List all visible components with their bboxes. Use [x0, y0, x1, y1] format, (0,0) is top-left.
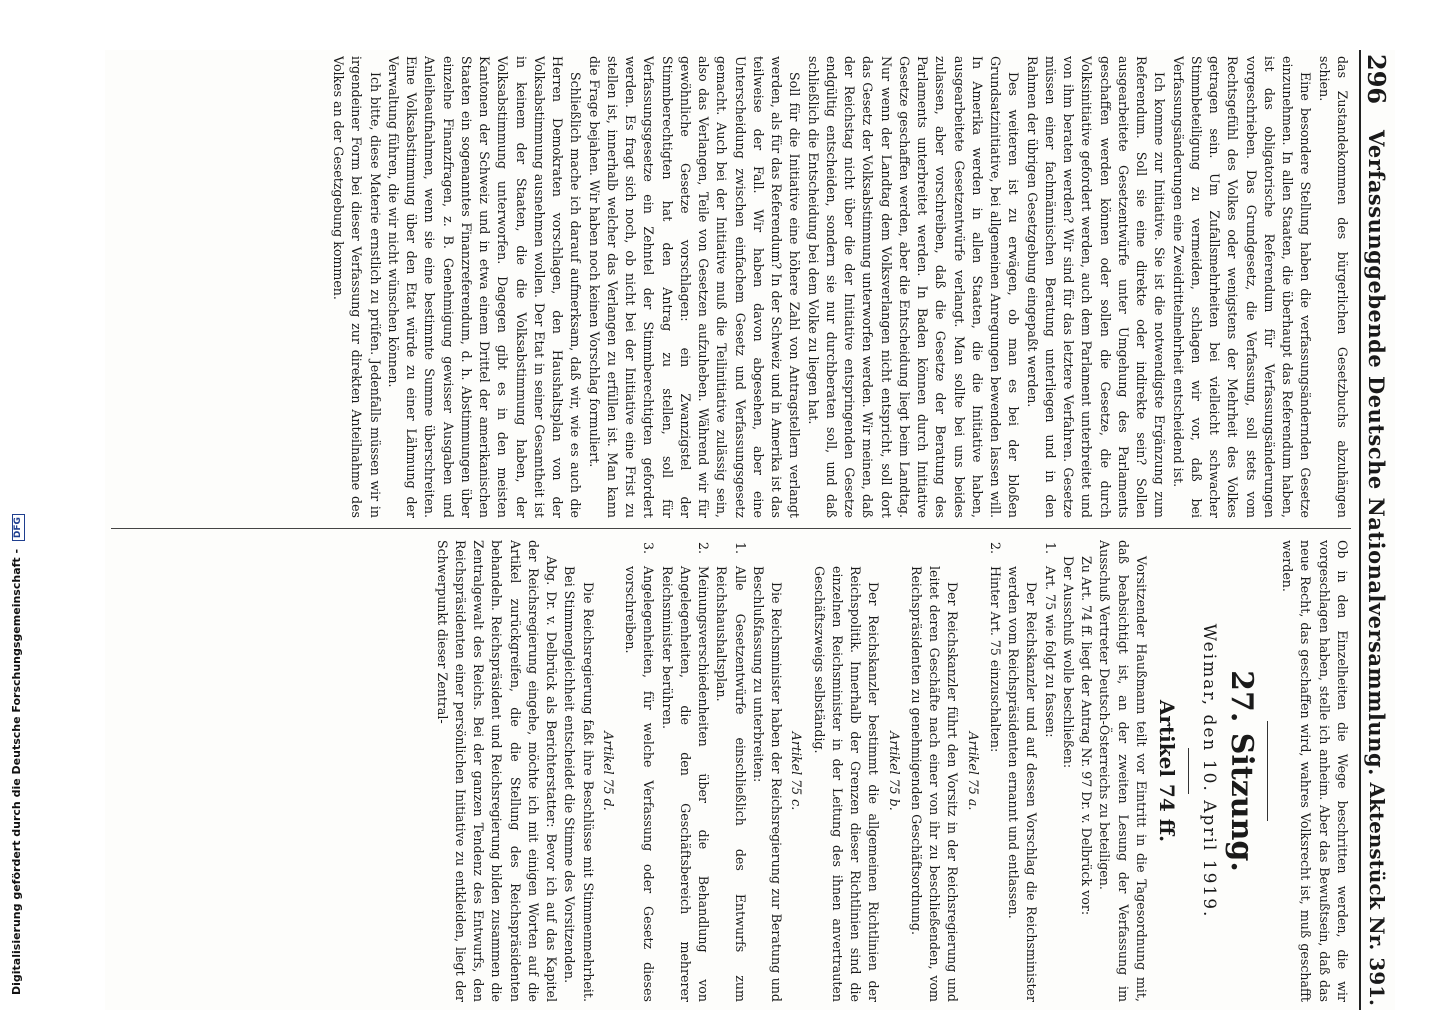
column-divider — [111, 528, 1351, 529]
paragraph: Ich bitte, diese Materie ernstlich zu prüfen. Jedenfalls müssen wir in irgendeiner Form bei dieser Verfassung zur direkten Anteilnahme des Volkes an der Gesetzgebung kommen. — [331, 56, 383, 518]
paragraph: Der Ausschuß wolle beschließen: — [1061, 556, 1076, 769]
page-header — [1359, 50, 1395, 1010]
paragraph: Ob in den Einzelheiten die Wege beschritten werden, die wir vorgeschlagen haben, stelle ich anheim. Aber das Bewußtsein, daß das neue Recht, das geschaffen wird, wahres Volksrecht ist, muß geschafft werden. — [1280, 540, 1350, 1002]
section-divider — [1267, 721, 1268, 821]
numbered-item: 1. Art. 75 wie folgt zu fassen: — [1042, 542, 1058, 738]
paragraph: Der Reichskanzler führt den Vorsitz in der Reichsregierung und leitet deren Geschäfte nach einer von ihr zu beschließenden, vom Reichspräsidenten zu genehmigenden Geschäftsordnung. — [909, 566, 961, 1002]
document-page — [105, 50, 1395, 1010]
paragraph: Der Reichskanzler bestimmt die allgemeinen Richtlinien der Reichspolitik. Innerhalb der Grenzen dieser Richtlinien sind die einzelnen Reichsminister in der Leitung des ihnen anvertrauten Geschäftszweigs selbständig. — [811, 566, 882, 1002]
paragraph: Des weiteren ist zu erwägen, ob man es bei der bloßen Grundsatzinitiative, bei allgemeinen Anregungen bewenden lassen will. In Amerika werden in allen Staaten, die die Initiative haben, ausgearbeitete Gesetzentwürfe verlangt. Man sollte bei uns beides zulassen, aber vorschreiben, daß die Gesetze der Beratung des Parlaments unterbreitet werden. In Baden können durch Initiative Gesetze geschaffen werden, aber die Entscheidung liegt beim Landtag. Nur wenn der Landtag dem Volksverlangen nicht entspricht, soll dort das Gesetz der Volksabstimmung unterworfen werden. Wir meinen, daß der Reichstag nicht über die der Initiative entspringenden Gesetze endgültig entscheiden, sondern sie nur durchberaten soll, und daß schließlich die Entscheidung bei dem Volke zu liegen hat. — [805, 56, 1022, 518]
paragraph: Vorsitzender Haußmann teilt vor Eintritt in die Tagesordnung mit, daß beabsichtigt ist, an der zweiten Lesung der Verfassung im Ausschuß Vertreter Deutsch-Österreichs zu beteiligen. — [1097, 540, 1149, 1002]
paragraph: Zu Art. 74 ff. liegt der Antrag Nr. 97 Dr. v. Delbrück vor: — [1079, 556, 1095, 916]
paragraph: Schließlich mache ich darauf aufmerksam, daß wir, wie es auch die Herren Demokraten vorschlagen, den Haushaltsplan von der Volksabstimmung ausnehmen wollen. Der Etat in seiner Gesamtheit ist in keinem der Staaten, die die Volksabstimmung haben, der Volksabstimmung unterworfen. Dagegen gibt es in den meisten Kantonen der Schweiz und in etwa einem Drittel der amerikanischen Staaten ein sogenanntes Finanzreferendum, d. h. Abstimmungen über einzelne Finanzfragen, z. B. Genehmigung gewisser Ausgaben und Anleiheaufnahmen, wenn sie eine bestimmte Summe überschreiten. Eine Volksabstimmung über den Etat würde zu einer Lähmung der Verwaltung führen, die wir nicht wünschen können. — [386, 56, 584, 518]
numbered-item: 2. Meinungsverschiedenheiten über die Behandlung von Angelegenheiten, die den Geschäftsbereich mehrerer Reichsminister berühren. — [659, 542, 712, 1002]
dfg-logo: DFG — [12, 514, 25, 541]
numbered-item: 3. Angelegenheiten, für welche Verfassung oder Gesetz dieses vorschreiben. — [623, 542, 657, 1002]
item-text: Meinungsverschiedenheiten über die Behandlung von Angelegenheiten, die den Geschäftsbereich mehrerer Reichsminister berühren. — [659, 566, 712, 1002]
article-subheading: Artikel 75 b. — [886, 731, 902, 811]
paragraph: Der Reichskanzler und auf dessen Vorschlag die Reichsminister werden vom Reichspräsidenten ernannt und entlassen. — [1006, 566, 1040, 1002]
numbered-item: 1. Alle Gesetzentwürfe einschließlich des Entwurfs zum Reichshaushaltsplan. — [714, 542, 748, 1002]
item-text: Alle Gesetzentwürfe einschließlich des Entwurfs zum Reichshaushaltsplan. — [714, 566, 748, 1002]
session-heading: 27. Sitzung. — [1224, 670, 1259, 872]
article-subheading: Artikel 75 a. — [965, 731, 981, 811]
item-text: Angelegenheiten, für welche Verfassung oder Gesetz dieses vorschreiben. — [623, 566, 657, 1002]
article-subheading: Artikel 75 c. — [789, 731, 805, 811]
right-column — [111, 540, 1351, 1002]
paragraph: das Zustandekommen des bürgerlichen Gesetzbuchs abzuhängen schien. — [1316, 56, 1350, 518]
document-number: Aktenstück Nr. 391. — [1365, 782, 1389, 1006]
paragraph: Die Reichsminister haben der Reichsregierung zur Beratung und Beschlußfassung zu unterbreiten: — [751, 566, 785, 1002]
section-divider — [1188, 748, 1189, 794]
article-heading: Artikel 74 ff. — [1155, 699, 1179, 843]
credit-text: Digitalisierung gefördert durch die Deutsche Forschungsgemeinschaft - — [10, 548, 23, 995]
digitization-credit — [10, 514, 25, 995]
paragraph: Eine besondere Stellung haben die verfassungsändernden Gesetze einzunehmen. In allen Staaten, die überhaupt das Referendum haben, ist das obligatorische Referendum für Verfassungsänderungen vorgeschrieben. Das Grundgesetz, die Verfassung, soll stets vom Rechtsgefühl des Volkes oder wenigstens der Mehrheit des Volkes getragen sein. Um Zufallsmehrheiten bei vielleicht schwacher Stimmbeteiligung zu vermeiden, schlagen wir vor, daß bei Verfassungsänderungen eine Zweidrittelmehrheit entscheidend ist. — [1170, 56, 1314, 518]
session-date: Weimar, den 10. April 1919. — [1199, 623, 1219, 919]
paragraph: Abg. Dr. v. Delbrück als Berichterstatter: Bevor ich auf das Kapitel der Reichsregierung eingehe, möchte ich mit einigen Worten auf die Artikel zurückgreifen, die die Stellung des Reichspräsidenten behandeln. Reichspräsident und Reichsregierung bilden zusammen die Zentralgewalt des Reichs. Bei der ganzen Tendenz des Entwurfs, den Reichspräsidenten einer persönlichen Initiative zu entkleiden, liegt der Schwerpunkt dieser Zentral- — [434, 540, 560, 1002]
item-text: Art. 75 wie folgt zu fassen: — [1042, 566, 1058, 738]
paragraph: Die Reichsregierung faßt ihre Beschlüsse mit Stimmenmehrheit. Bei Stimmengleichheit entscheidet die Stimme des Vorsitzenden. — [562, 566, 596, 1002]
paragraph: Soll für die Initiative eine höhere Zahl von Antragstellern verlangt werden, als für das Referendum? In der Schweiz und in Amerika ist das teilweise der Fall. Wir haben davon abgesehen, aber eine Unterscheidung zwischen einfachem Gesetz und Verfassungsgesetz gemacht. Auch bei der Initiative muß die Teilinitiative zulässig sein, also das Verlangen, Teile von Gesetzen aufzuheben. Während wir für gewöhnliche Gesetze vorschlagen: ein Zwanzigstel der Stimmberechtigten hat den Antrag zu stellen, soll für Verfassungsgesetze ein Zehntel der Stimmberechtigten gefordert werden. Es fragt sich noch, ob nicht bei der Initiative eine Frist zu stellen ist, innerhalb welcher das Verlangen zu erfüllen ist. Man kann die Frage bejahen. Wir haben noch keinen Vorschlag formuliert. — [586, 56, 803, 518]
page-number: 296 — [1362, 54, 1391, 105]
item-text: Hinter Art. 75 einzuschalten: — [988, 566, 1003, 753]
left-column — [111, 56, 1351, 518]
publication-title: Verfassunggebende Deutsche Nationalversammlung. — [1364, 130, 1389, 776]
paragraph: Ich komme zur Initiative. Sie ist die notwendigste Ergänzung zum Referendum. Soll sie eine direkte oder indirekte sein? Sollen ausgearbeitete Gesetzentwürfe unter Umgehung des Parlaments geschaffen werden können oder sollen die Gesetze, die durch Volksinitiative gefordert werden, auch dem Parlament unterbreitet und von ihm beraten werden? Wir sind für das letztere Verfahren. Gesetze müssen einer fachmännischen Beratung unterliegen und in den Rahmen der übrigen Gesetzgebung eingepaßt werden. — [1024, 56, 1168, 518]
article-subheading: Artikel 75 d. — [601, 731, 616, 811]
numbered-item: 2. Hinter Art. 75 einzuschalten: — [988, 542, 1003, 753]
